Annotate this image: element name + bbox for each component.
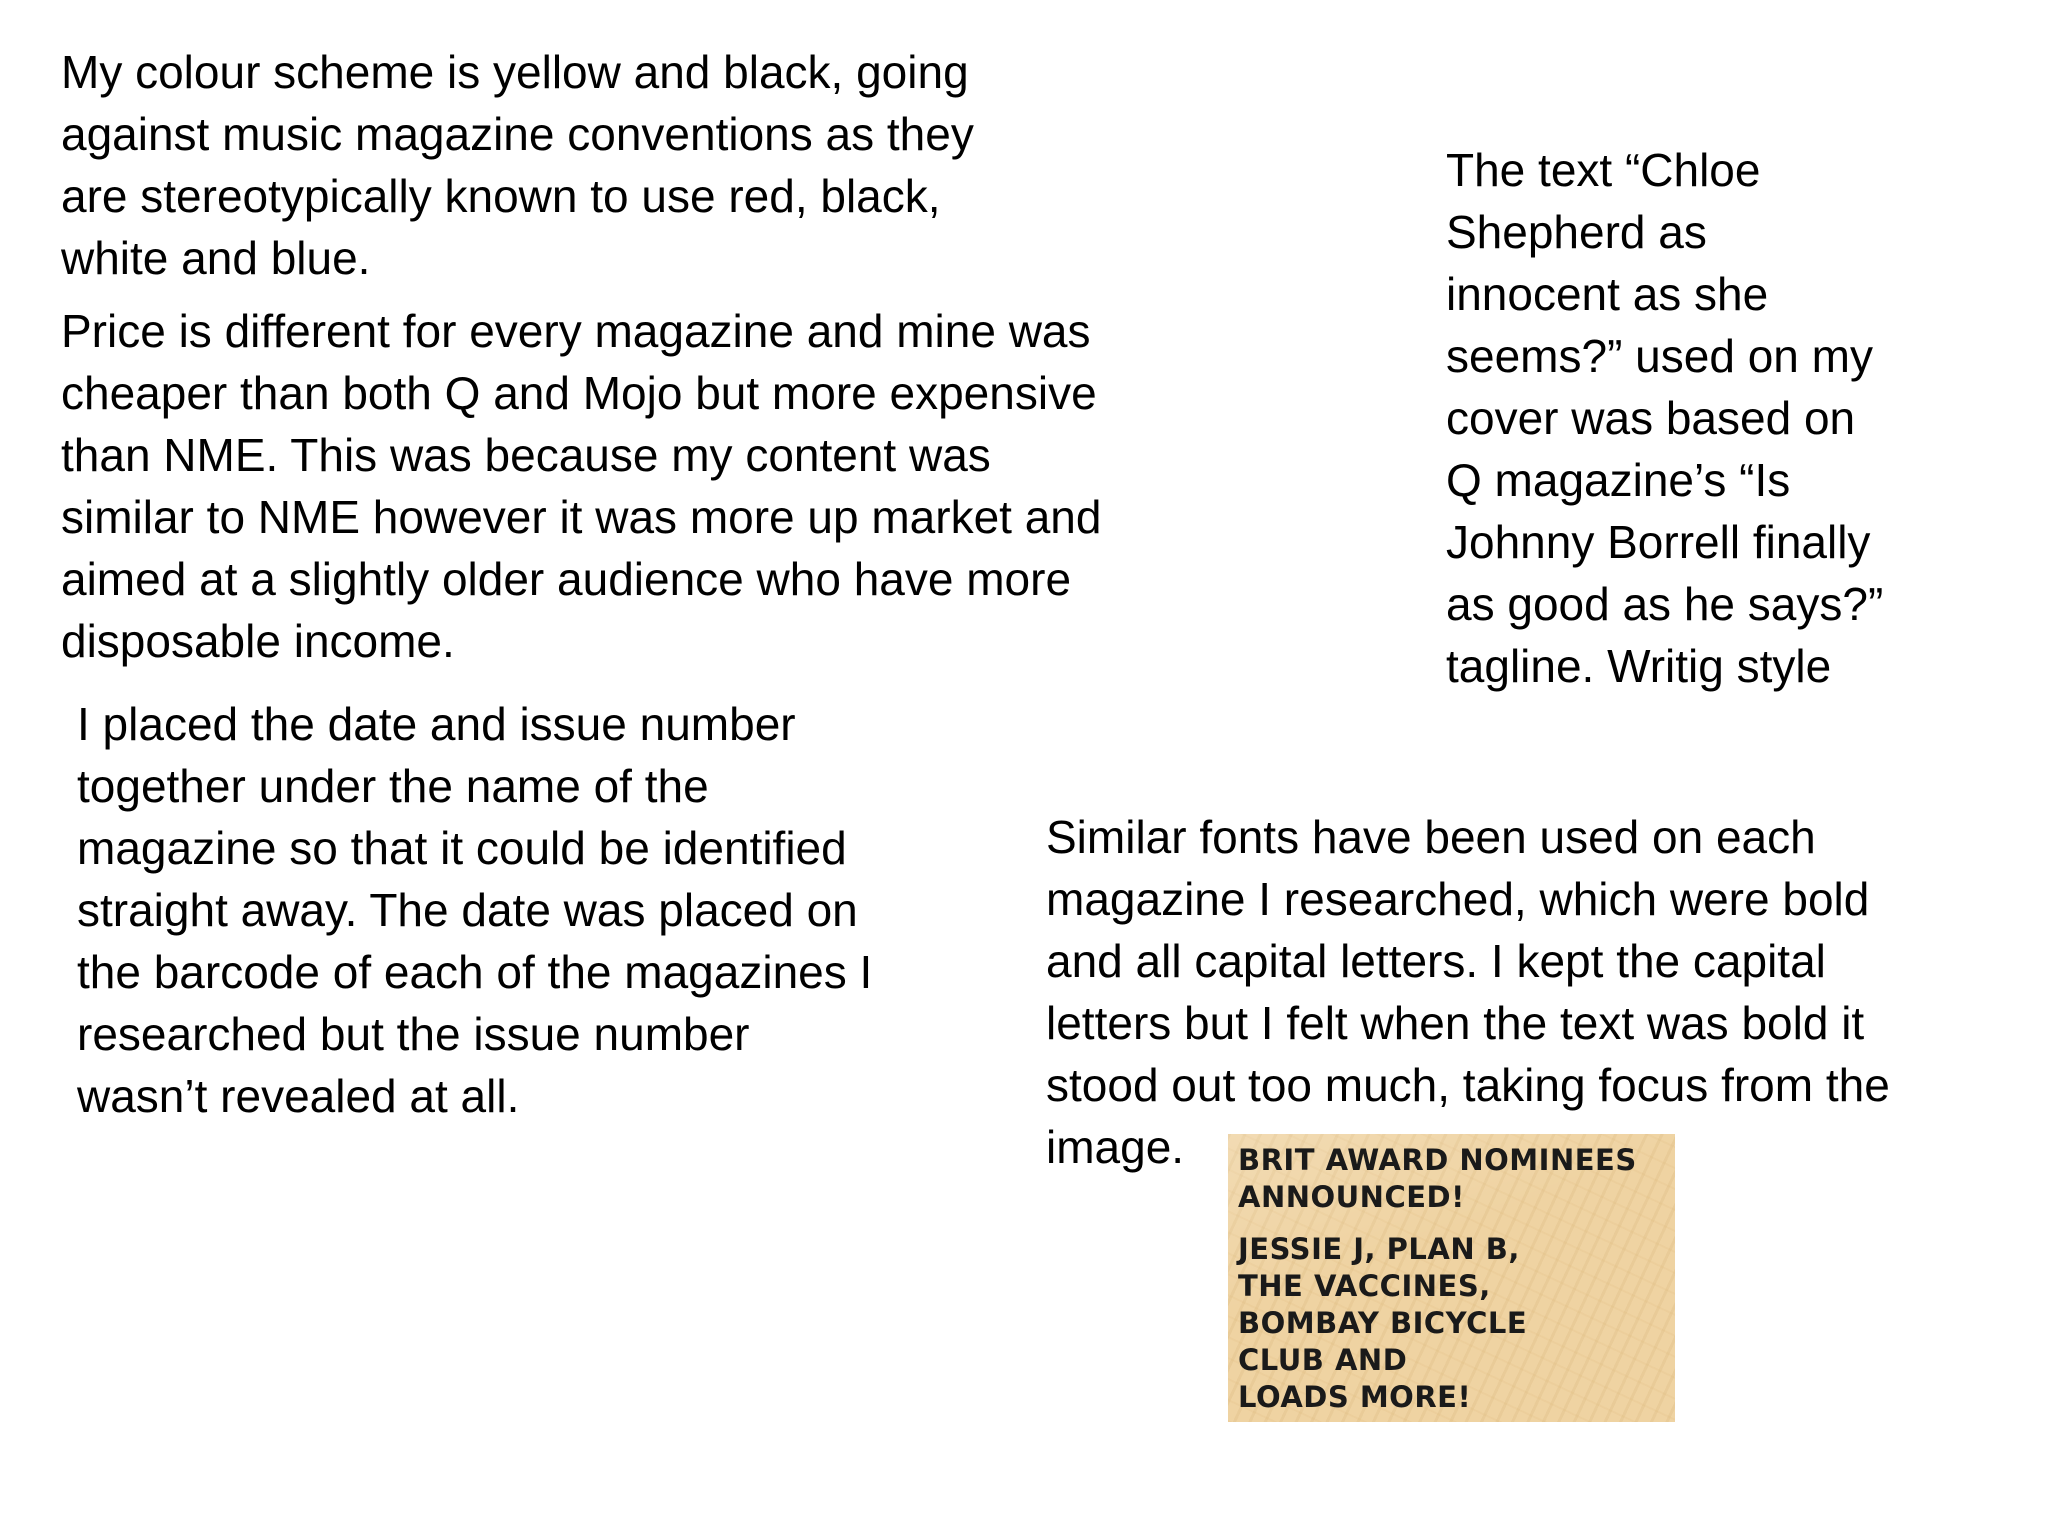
cover-text-line: The text “Chloe <box>1446 144 1761 196</box>
colour-scheme-line: white and blue. <box>61 232 371 284</box>
fonts-line: Similar fonts have been used on each <box>1046 811 1816 863</box>
cover-sample-headline-line: ANNOUNCED! <box>1238 1180 1465 1214</box>
cover-sample-names-line: CLUB AND <box>1238 1343 1408 1377</box>
date-issue-paragraph <box>77 693 872 1127</box>
cover-text-line: tagline. Writig style <box>1446 640 1832 692</box>
price-paragraph <box>61 300 1101 672</box>
cover-sample-names <box>1238 1231 1527 1416</box>
cover-sample-names-line: BOMBAY BICYCLE <box>1238 1306 1528 1340</box>
date-issue-line: magazine so that it could be identified <box>77 822 847 874</box>
fonts-line: and all capital letters. I kept the capital <box>1046 935 1826 987</box>
fonts-line: letters but I felt when the text was bold it <box>1046 997 1865 1049</box>
cover-text-paragraph <box>1446 139 1883 697</box>
cover-sample-names-line: THE VACCINES, <box>1238 1269 1491 1303</box>
colour-scheme-line: My colour scheme is yellow and black, going <box>61 46 969 98</box>
cover-text-line: Shepherd as <box>1446 206 1707 258</box>
price-line: similar to NME however it was more up market and <box>61 491 1102 543</box>
date-issue-line: I placed the date and issue number <box>77 698 796 750</box>
date-issue-line: the barcode of each of the magazines I <box>77 946 873 998</box>
cover-sample-names-line: JESSIE J, PLAN B, <box>1238 1232 1520 1266</box>
cover-text-line: as good as he says?” <box>1446 578 1884 630</box>
fonts-paragraph <box>1046 806 1890 1178</box>
fonts-line: stood out too much, taking focus from the <box>1046 1059 1890 1111</box>
cover-sample-image <box>1228 1134 1675 1422</box>
price-line: Price is different for every magazine and mine was <box>61 305 1091 357</box>
date-issue-line: wasn’t revealed at all. <box>77 1070 520 1122</box>
date-issue-line: straight away. The date was placed on <box>77 884 858 936</box>
colour-scheme-paragraph <box>61 41 974 289</box>
fonts-line: magazine I researched, which were bold <box>1046 873 1870 925</box>
date-issue-line: researched but the issue number <box>77 1008 750 1060</box>
cover-sample-headline <box>1238 1142 1637 1216</box>
colour-scheme-line: are stereotypically known to use red, black, <box>61 170 941 222</box>
date-issue-line: together under the name of the <box>77 760 709 812</box>
cover-text-line: Q magazine’s “Is <box>1446 454 1791 506</box>
cover-sample-headline-line: BRIT AWARD NOMINEES <box>1238 1143 1637 1177</box>
fonts-line: image. <box>1046 1121 1185 1173</box>
cover-text-line: cover was based on <box>1446 392 1856 444</box>
cover-text-line: innocent as she <box>1446 268 1769 320</box>
cover-sample-names-line: LOADS MORE! <box>1238 1380 1472 1414</box>
price-line: cheaper than both Q and Mojo but more expensive <box>61 367 1097 419</box>
price-line: disposable income. <box>61 615 455 667</box>
price-line: than NME. This was because my content was <box>61 429 991 481</box>
price-line: aimed at a slightly older audience who have more <box>61 553 1072 605</box>
cover-text-line: seems?” used on my <box>1446 330 1873 382</box>
cover-text-line: Johnny Borrell finally <box>1446 516 1871 568</box>
colour-scheme-line: against music magazine conventions as they <box>61 108 974 160</box>
